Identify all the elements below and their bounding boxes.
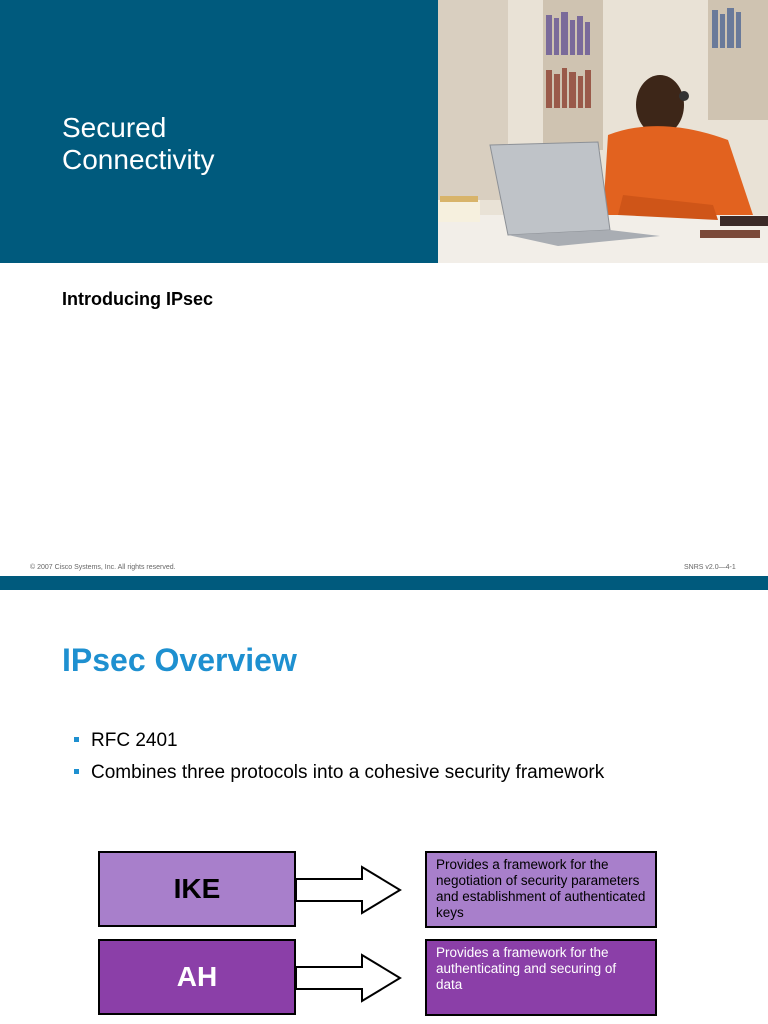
slide-subtitle: Introducing IPsec xyxy=(62,289,214,309)
slide-divider-bar xyxy=(0,576,768,590)
protocol-name: AH xyxy=(176,961,218,992)
protocol-name: IKE xyxy=(173,873,221,904)
protocol-description-ike: Provides a framework for the negotiation of security parameters and establishment of authenticated keys xyxy=(425,851,657,928)
copyright-footer: © 2007 Cisco Systems, Inc. All rights reserved. xyxy=(30,564,176,571)
protocol-box-ah xyxy=(98,939,296,1015)
bullet-text: Combines three protocols into a cohesive security framework xyxy=(91,762,605,783)
arrow-right-icon xyxy=(296,865,402,915)
protocol-description-ah: Provides a framework for the authenticating and securing of data xyxy=(425,939,657,1016)
bullet-text: RFC 2401 xyxy=(91,730,178,751)
slide-number-footer: SNRS v2.0—4-1 xyxy=(684,564,736,571)
slide-title: Secured Connectivity xyxy=(62,112,215,175)
bullet-marker-icon xyxy=(74,737,79,742)
bullet-item xyxy=(74,730,178,752)
arrow-right-icon xyxy=(296,953,402,1003)
bullet-item xyxy=(74,762,604,784)
protocol-box-ike xyxy=(98,851,296,927)
photo-student-laptop xyxy=(438,0,768,263)
bullet-marker-icon xyxy=(74,769,79,774)
overview-title: IPsec Overview xyxy=(62,642,297,678)
